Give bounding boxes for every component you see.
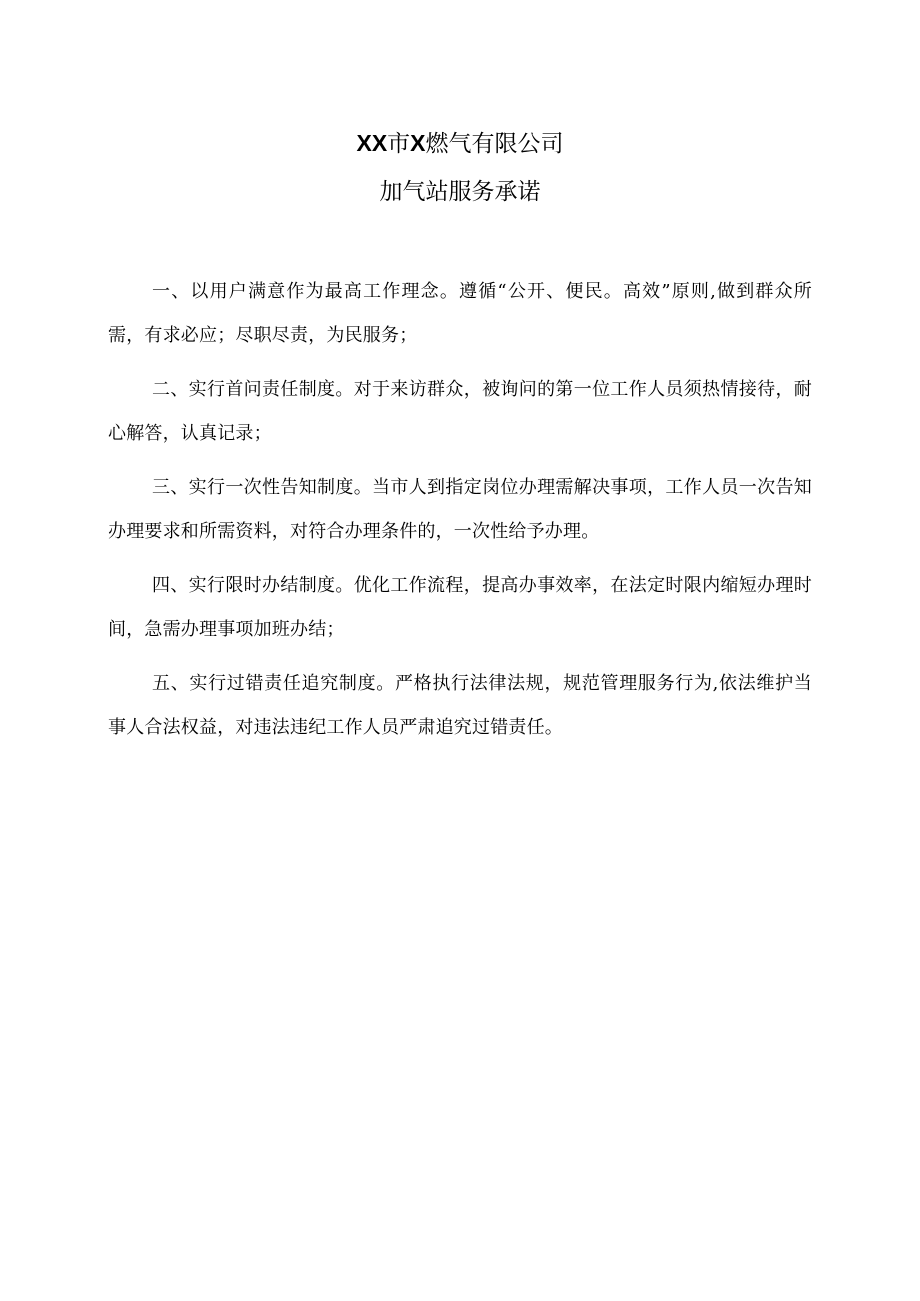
title-part-3: X <box>410 130 426 156</box>
document-subtitle: 加气站服务承诺 <box>379 179 541 205</box>
title-part-4: 燃气有限公司 <box>425 131 564 157</box>
title-part-2: 市 <box>387 131 411 157</box>
title-part-1: XX <box>356 130 388 156</box>
document-title <box>0 128 920 159</box>
paragraph-4: 四、实行限时办结制度。优化工作流程，提高办事效率，在法定时限内缩短办理时间，急需办理事项加班办结； <box>108 575 812 640</box>
paragraph-1: 一、以用户满意作为最高工作理念。遵循“公开、便民。高效”原则,做到群众所需，有求必应；尽职尽责，为民服务； <box>108 281 812 346</box>
document-body <box>108 270 812 760</box>
paragraph-3: 三、实行一次性告知制度。当市人到指定岗位办理需解决事项，工作人员一次告知办理要求和所需资料，对符合办理条件的，一次性给予办理。 <box>108 477 812 542</box>
paragraph-5: 五、实行过错责任追究制度。严格执行法律法规，规范管理服务行为,依法维护当事人合法权益，对违法违纪工作人员严肃追究过错责任。 <box>108 673 812 738</box>
paragraph-2: 二、实行首问责任制度。对于来访群众，被询问的第一位工作人员须热情接待，耐心解答，认真记录； <box>108 379 812 444</box>
